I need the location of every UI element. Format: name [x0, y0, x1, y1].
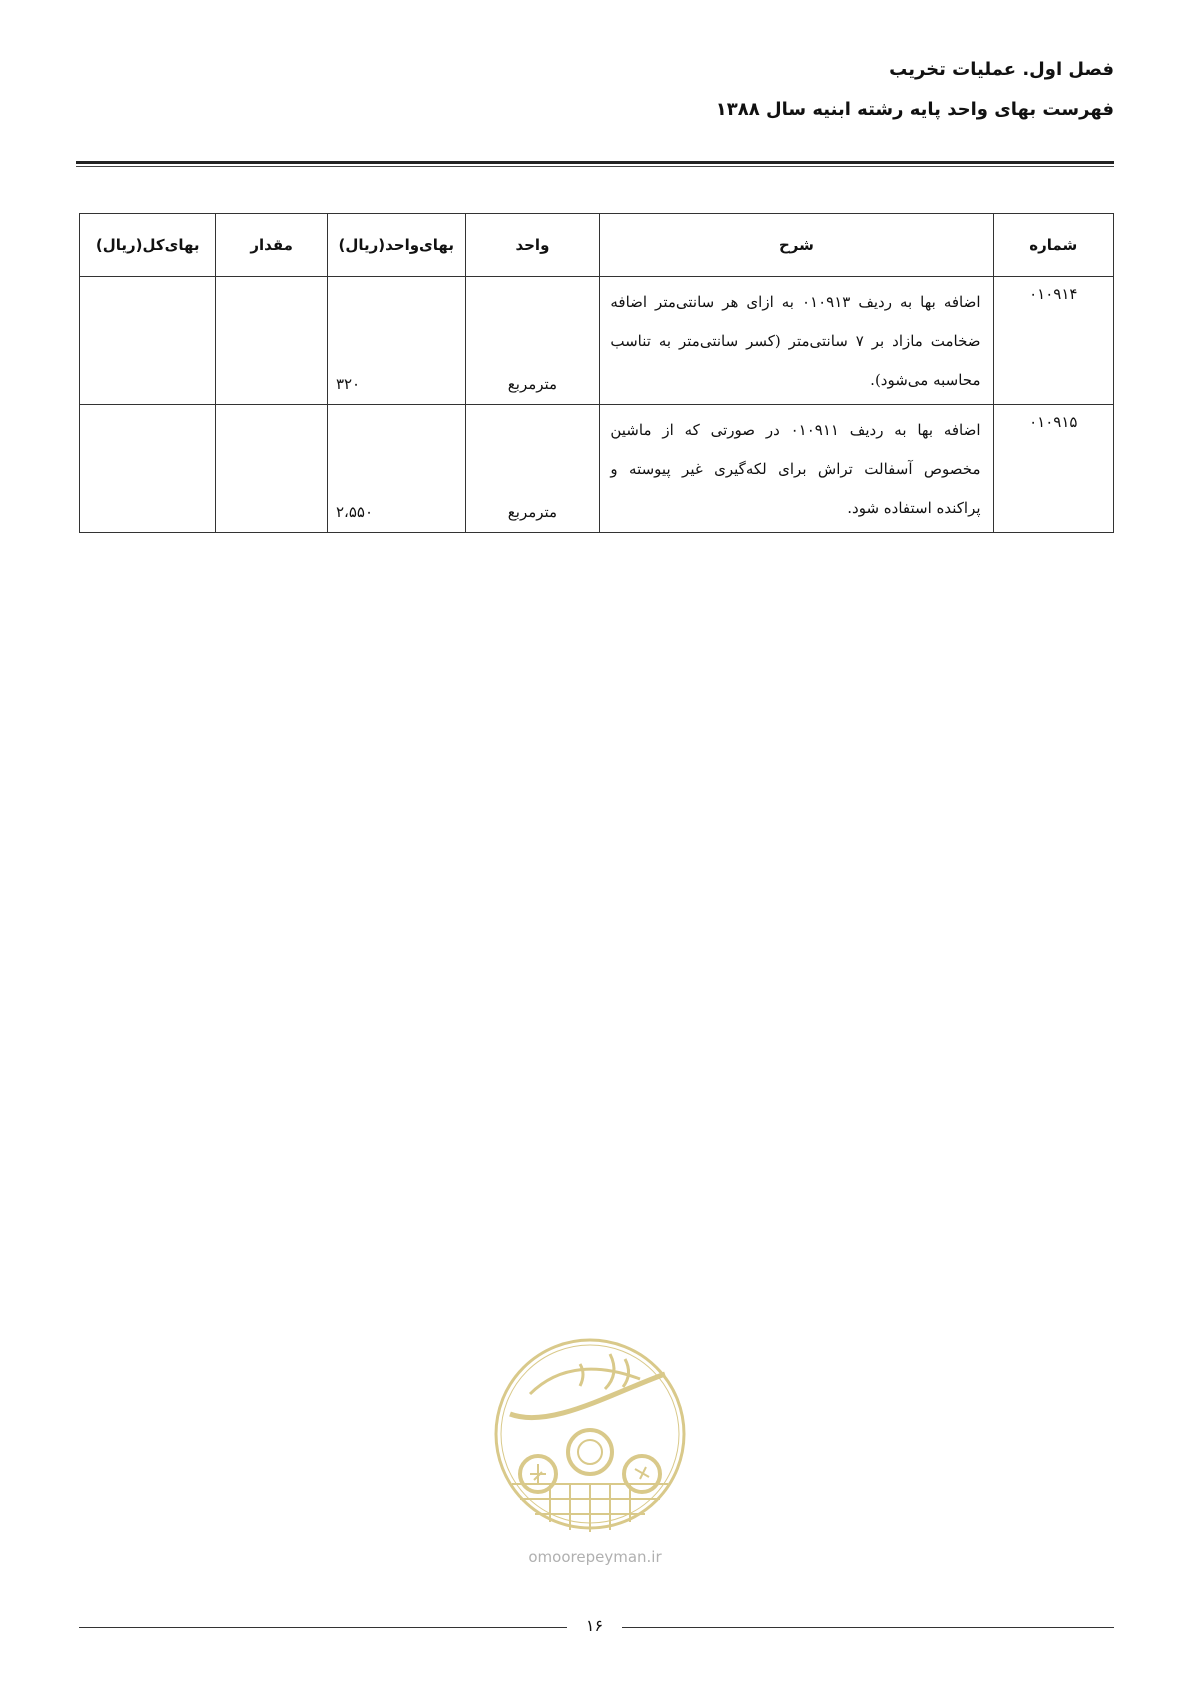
- col-header-description: شرح: [600, 214, 993, 277]
- row-description: اضافه بها به ردیف ۰۱۰۹۱۳ به ازای هر سانتی‌متر اضافه ضخامت مازاد بر ۷ سانتی‌متر (کسر سانتی‌متر به تناسب محاسبه می‌شود).: [610, 293, 981, 389]
- watermark-logo-icon: [490, 1334, 690, 1534]
- row-number: ۰۱۰۹۱۵: [1029, 413, 1078, 431]
- col-header-number: شماره: [993, 214, 1113, 277]
- footer-rule-left: [79, 1627, 567, 1628]
- page-number: ۱۶: [585, 1616, 604, 1635]
- row-unit-price: ۳۲۰: [335, 375, 361, 393]
- col-header-unit-price: بهای‌واحد(ریال): [327, 214, 465, 277]
- table-header-row: [80, 214, 1114, 277]
- col-header-total: بهای‌کل(ریال): [80, 214, 216, 277]
- document-subtitle: فهرست بهای واحد پایه رشته ابنیه سال ۱۳۸۸: [715, 99, 1114, 120]
- row-unit: مترمربع: [507, 375, 558, 393]
- page-header: [716, 58, 1114, 122]
- row-unit-price: ۲،۵۵۰: [335, 503, 374, 521]
- row-unit: مترمربع: [507, 503, 558, 521]
- header-divider-thin: [76, 166, 1114, 167]
- col-header-unit: واحد: [465, 214, 600, 277]
- table-row: [80, 277, 1114, 405]
- footer-rule-right: [622, 1627, 1114, 1628]
- col-header-quantity: مقدار: [216, 214, 328, 277]
- chapter-title: فصل اول. عملیات تخریب: [889, 59, 1114, 80]
- watermark-site: omoorepeyman.ir: [528, 1548, 662, 1566]
- price-table: [79, 213, 1114, 533]
- row-number: ۰۱۰۹۱۴: [1029, 285, 1078, 303]
- row-description: اضافه بها به ردیف ۰۱۰۹۱۱ در صورتی که از ماشین مخصوص آسفالت تراش برای لکه‌گیری غیر پیوسته و پراکنده استفاده شود.: [610, 421, 981, 517]
- table-row: [80, 405, 1114, 533]
- header-divider: [76, 161, 1114, 164]
